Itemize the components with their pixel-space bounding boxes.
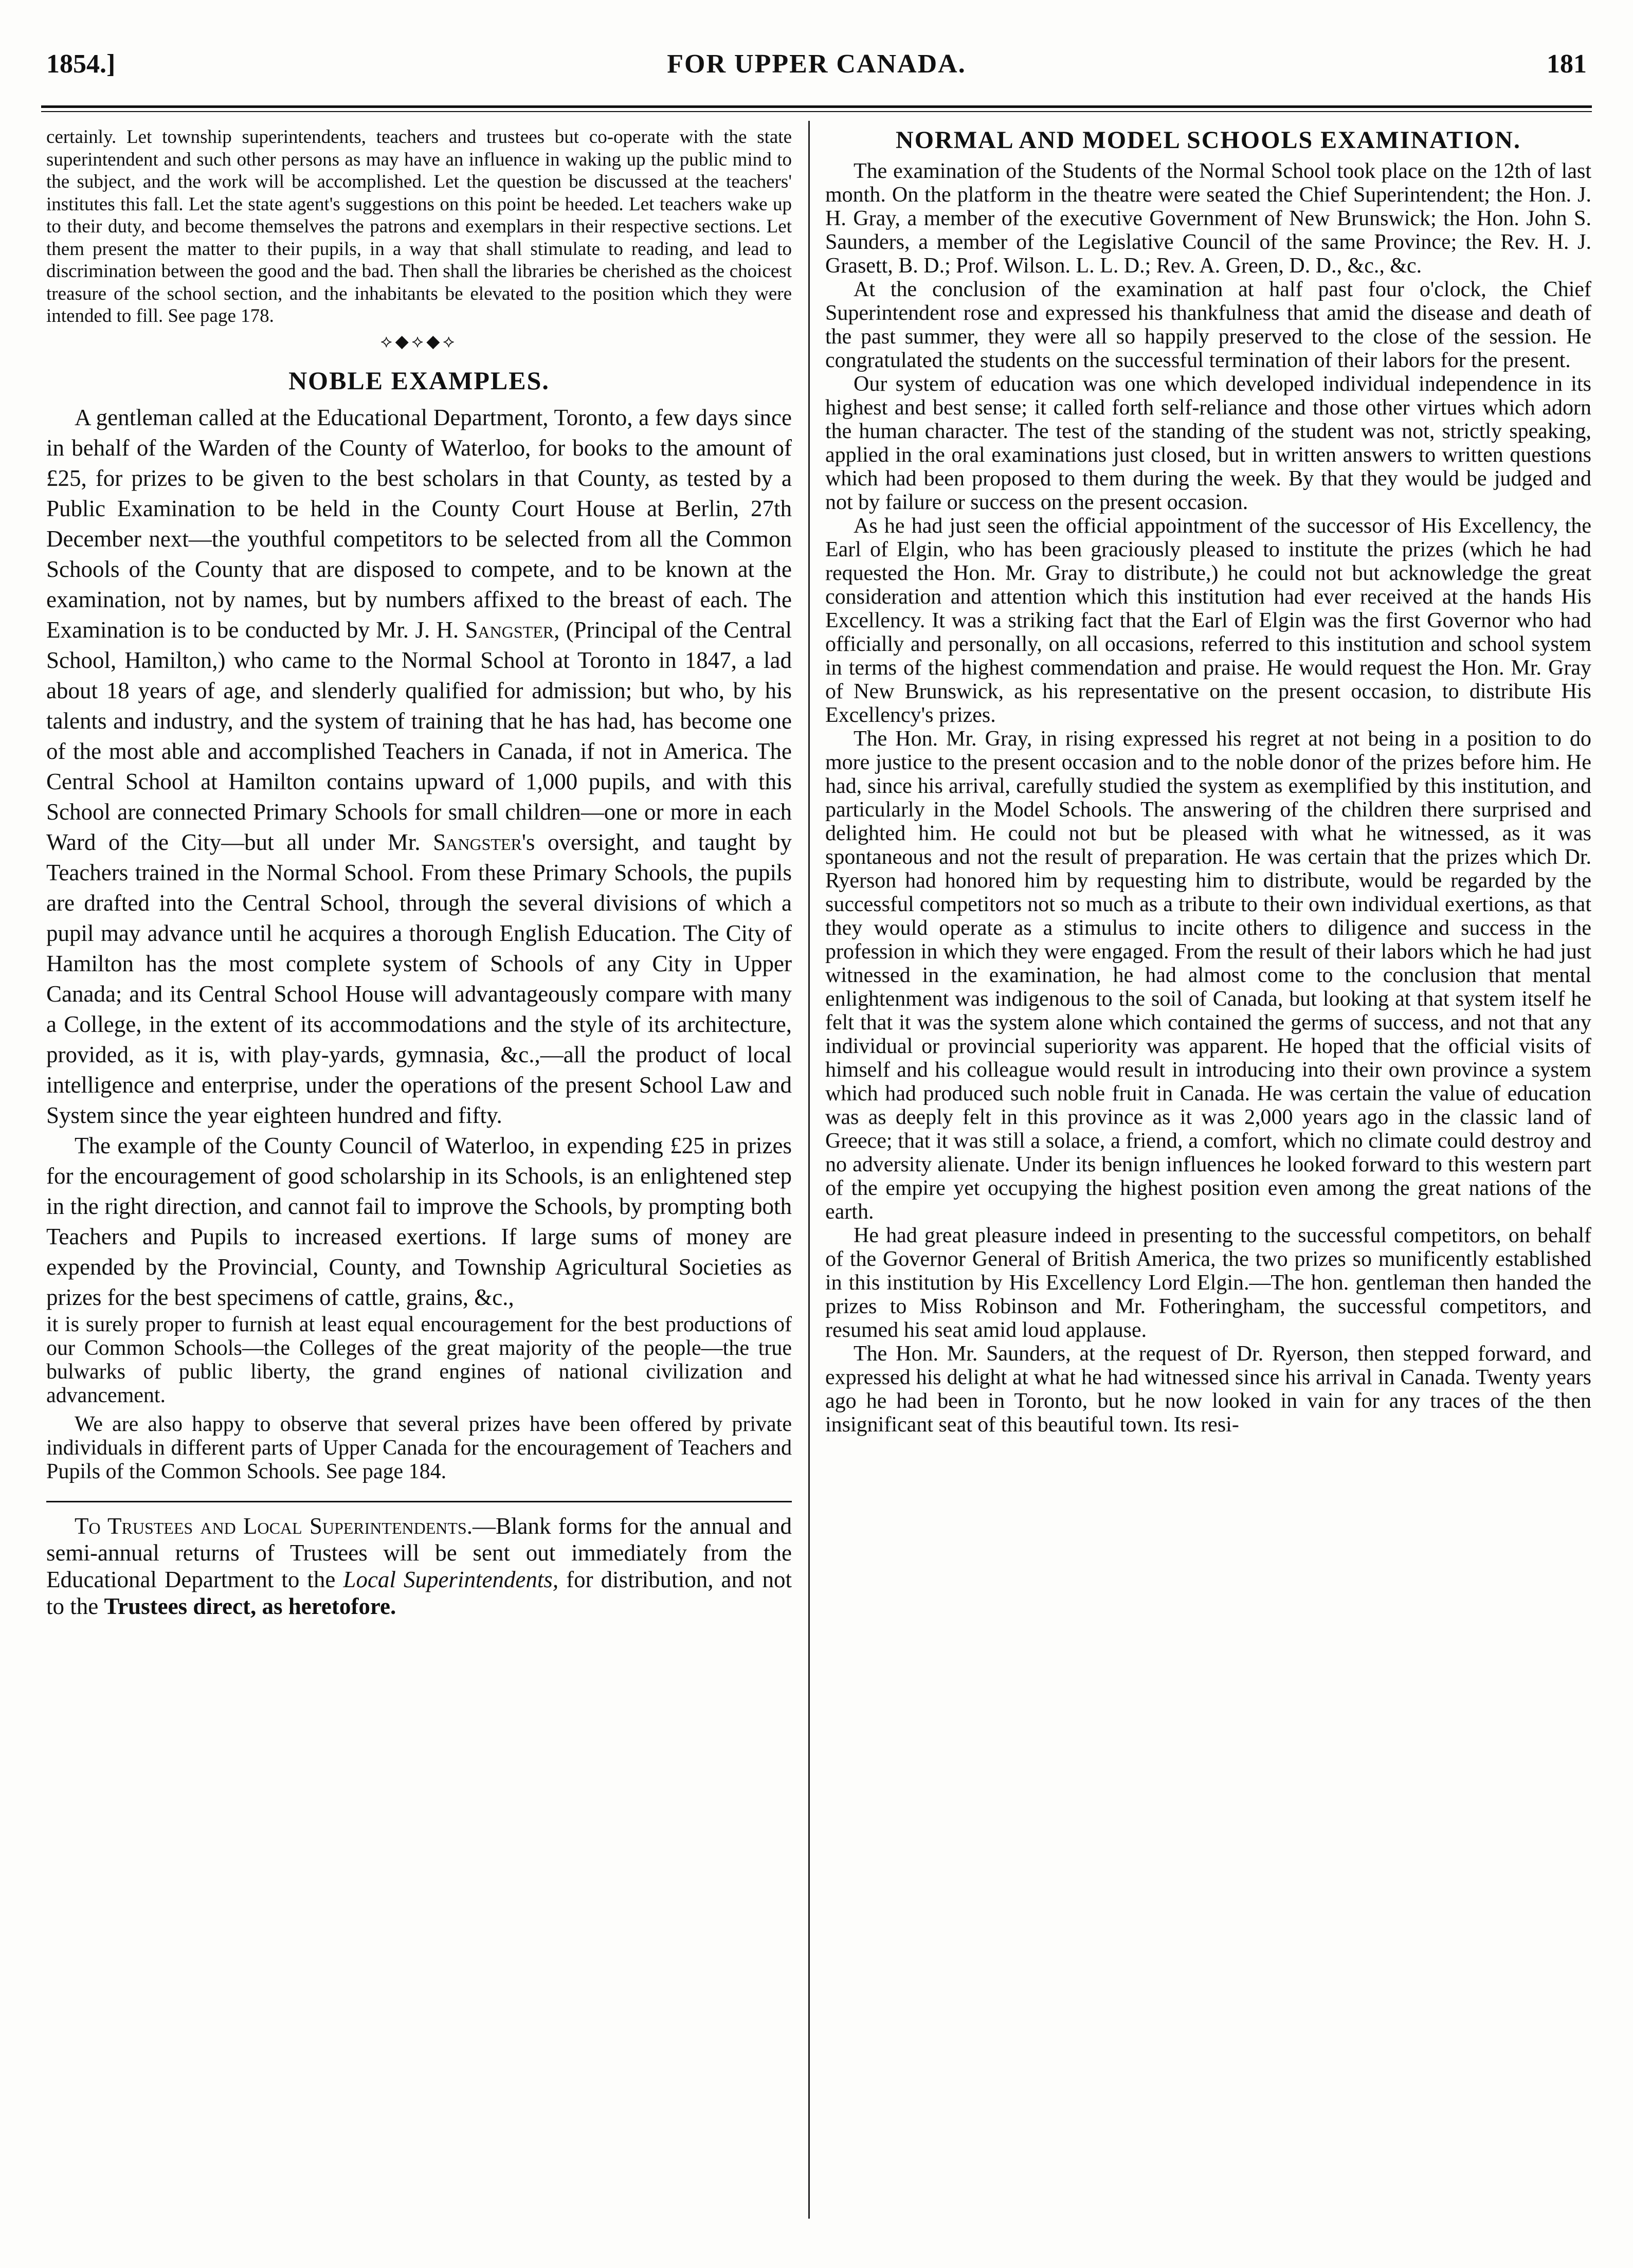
p1-name-sangster: Sangster bbox=[465, 616, 554, 643]
header-year: 1854.] bbox=[46, 49, 116, 79]
section-title-noble-examples: NOBLE EXAMPLES. bbox=[288, 366, 550, 395]
section-title-normal-model-schools: NORMAL AND MODEL SCHOOLS EXAMINATION. bbox=[896, 126, 1521, 154]
normal-schools-paragraph-5: The Hon. Mr. Gray, in rising expressed his regret at not being in a position to do more justice to the present occasion and to the noble donor of the prizes before him. He had, since his arrival, carefully studied the system as exemplified by this institution, and particularly in the Model Schools. The answering of the children there surprised and delighted him. He could not but be pleased with what he witnessed, as it was spontaneous and not the result of preparation. He was certain that the prizes which Dr. Ryerson had honored him by requesting him to distribute, would be regarded by the successful competitors not so much as a tribute to their own individual exertions, as that they would operate as a stimulus to incite others to diligence and success in the profession in which they were engaged. From the result of their labors which he had just witnessed in the examination, he had almost come to the conclusion that mental enlightenment was indigenous to the soil of Canada, but looking at that system itself he felt that it was the system alone which contained the germs of success, and not that any individual or provincial superiority was apparent. He hoped that the official visits of himself and his colleague would result in introducing into their own province a system which had produced such noble fruit in Canada. He was certain the value of education was as deeply felt in this province as it was 2,000 years ago in the classic land of Greece; that it was still a solace, a friend, a comfort, which no climate could destroy and no adversity alienate. Under its benign influences he looked forward to this western part of the empire yet occupying the highest position even among the great nations of the earth. bbox=[825, 727, 1591, 1224]
normal-schools-paragraph-2: At the conclusion of the examination at half past four o'clock, the Chief Superintendent rose and expressed his thankfulness that amid the disease and death of the past summer, they were all so happily preserved to the close of the session. He congratulated the students on the successful termination of their labors for the present. bbox=[825, 278, 1591, 372]
header-page-number: 181 bbox=[1547, 49, 1587, 79]
noble-examples-paragraph-2b: it is surely proper to furnish at least equal encouragement for the best productions of our Common Schools—the Colleges of the great majority of the people—the true bulwarks of public liberty, the grand engines of national civilization and advancement. bbox=[46, 1312, 792, 1407]
normal-schools-paragraph-6: He had great pleasure indeed in presenting to the successful competitors, on behalf of the Governor General of British America, the two prizes so munificently established in this institution by His Excellency Lord Elgin.—The hon. gentleman then handed the prizes to Miss Robinson and Mr. Fotheringham, the successful competitors, and resumed his seat amid loud applause. bbox=[825, 1224, 1591, 1342]
p1-text-b: , (Principal of the Central School, Hamilton,) who came to the Normal School at Toronto in 1847, a lad about 18 years of age, and slenderly qualified for admission; but who, by his talents and industry, and the system of training that he has had, has become one of the most able and accomplished Teachers in Canada, if not in America. The Central School at Hamilton contains upward of 1,000 pupils, and with this School are connected Primary Schools for small children—one or more in each Ward of the City—but all under Mr. bbox=[46, 616, 792, 855]
p1-name-sangster-2: Sangster bbox=[433, 829, 522, 855]
right-column bbox=[825, 126, 1591, 1437]
trustees-notice bbox=[46, 1513, 792, 1620]
normal-schools-paragraph-4: As he had just seen the official appointment of the successor of His Excellency, the Earl of Elgin, who has been graciously pleased to institute the prizes (which he had requested the Hon. Mr. Gray to distribute,) he could not but acknowledge the great consideration and attention which this institution had ever received at the hands His Excellency. It was a striking fact that the Earl of Elgin was the first Governor who had officially and personally, on all occasions, referred to this institution and school system in terms of the highest commendation and praise. He would request the Hon. Mr. Gray of New Brunswick, as his representative on the present occasion, to distribute His Excellency's prizes. bbox=[825, 514, 1591, 727]
normal-schools-paragraph-3: Our system of education was one which developed individual independence in its highest and best sense; it called forth self-reliance and those other virtues which adorn the human character. The test of the standing of the student was not, strictly speaking, applied in the oral examinations just closed, but in written answers to written questions which had been proposed to them during the week. By that they would be judged and not by failure or success on the present occasion. bbox=[825, 372, 1591, 514]
section-ornament: ⟡◆⟡◆⟡ bbox=[380, 332, 458, 351]
p1-text-c: 's oversight, and taught by Teachers trained in the Normal School. From these Primary Schools, the pupils are drafted into the Central School, through the several divisions of which a pupil may advance until he acquires a thorough English Education. The City of Hamilton has the most complete system of Schools of any City in Upper Canada; and its Central School House will advantageously compare with many a College, in the extent of its accommodations and the style of its architecture, provided, as it is, with play-yards, gymnasia, &c.,—all the product of local intelligence and enterprise, under the operations of the present School Law and System since the year eighteen hundred and fifty. bbox=[46, 829, 792, 1128]
intro-paragraph: certainly. Let township superintendents, teachers and trustees but co-operate with the state superintendent and such other persons as may have an influence in waking up the public mind to the subject, and the work will be accomplished. Let the question be discussed at the teachers' institutes this fall. Let the state agent's suggestions on this point be heeded. Let teachers wake up to their duty, and become themselves the patrons and exemplars in their respective sections. Let them present the matter to their pupils, in a way that shall stimulate to reading, and lead to discrimination between the good and the bad. Then shall the libraries be cherished as the choicest treasure of the school section, and the inhabitants be elevated to the position which they were intended to fill. See page 178. bbox=[46, 126, 792, 326]
normal-schools-paragraph-1: The examination of the Students of the Normal School took place on the 12th of last month. On the platform in the theatre were seated the Chief Superintendent; the Hon. J. H. Gray, a member of the executive Government of New Brunswick; the Hon. John S. Saunders, a member of the Legislative Council of the same Province; the Rev. H. J. Grasett, B. D.; Prof. Wilson. L. L. D.; Rev. A. Green, D. D., &c., &c. bbox=[825, 159, 1591, 278]
notice-body: —Blank forms for the annual and semi-annual returns of Trustees will be sent out immediately from the Educational Department to the bbox=[46, 1513, 792, 1592]
column-divider bbox=[808, 121, 810, 2219]
header-title: FOR UPPER CANADA. bbox=[667, 49, 966, 79]
notice-bold: Trustees direct, as heretofore. bbox=[104, 1593, 396, 1619]
noble-examples-paragraph-2a: The example of the County Council of Waterloo, in expending £25 in prizes for the encouragement of good scholarship in its Schools, is an enlightened step in the right direction, and cannot fail to improve the Schools, by prompting both Teachers and Pupils to increased exertions. If large sums of money are expended by the Provincial, County, and Township Agricultural Societies as prizes for the best specimens of cattle, grains, &c., bbox=[46, 1132, 792, 1310]
noble-examples-paragraph-3: We are also happy to observe that several prizes have been offered by private individuals in different parts of Upper Canada for the encouragement of Teachers and Pupils of the Common Schools. See page 184. bbox=[46, 1412, 792, 1483]
noble-examples-paragraph-1 bbox=[46, 403, 792, 1131]
notice-rule bbox=[46, 1501, 792, 1502]
normal-schools-paragraph-7: The Hon. Mr. Saunders, at the request of Dr. Ryerson, then stepped forward, and expressed his delight at what he had witnessed since his arrival in Canada. Twenty years ago he had been in Toronto, but he now looked in vain for any traces of the then insignificant seat of this beautiful town. Its resi- bbox=[825, 1342, 1591, 1437]
header-rule-thin bbox=[41, 111, 1592, 112]
notice-italic: Local Superintendents, bbox=[343, 1566, 559, 1592]
p1-text-a: A gentleman called at the Educational Department, Toronto, a few days since in behalf of the Warden of the County of Waterloo, for books to the amount of £25, for prizes to be given to the best scholars in that County, as tested by a Public Examination to be held in the County Court House at Berlin, 27th December next—the youthful competitors to be selected from all the Common Schools of the County that are disposed to compete, and to be known at the examination, not by names, but by numbers affixed to the breast of each. The Examination is to be conducted by Mr. J. H. bbox=[46, 404, 792, 643]
notice-lead: To Trustees and Local Superintendents. bbox=[75, 1513, 473, 1539]
header-rule bbox=[41, 105, 1592, 108]
notice-mid: for distribution, and not to the bbox=[46, 1566, 792, 1619]
running-head bbox=[46, 49, 1587, 100]
left-column bbox=[46, 126, 792, 1620]
